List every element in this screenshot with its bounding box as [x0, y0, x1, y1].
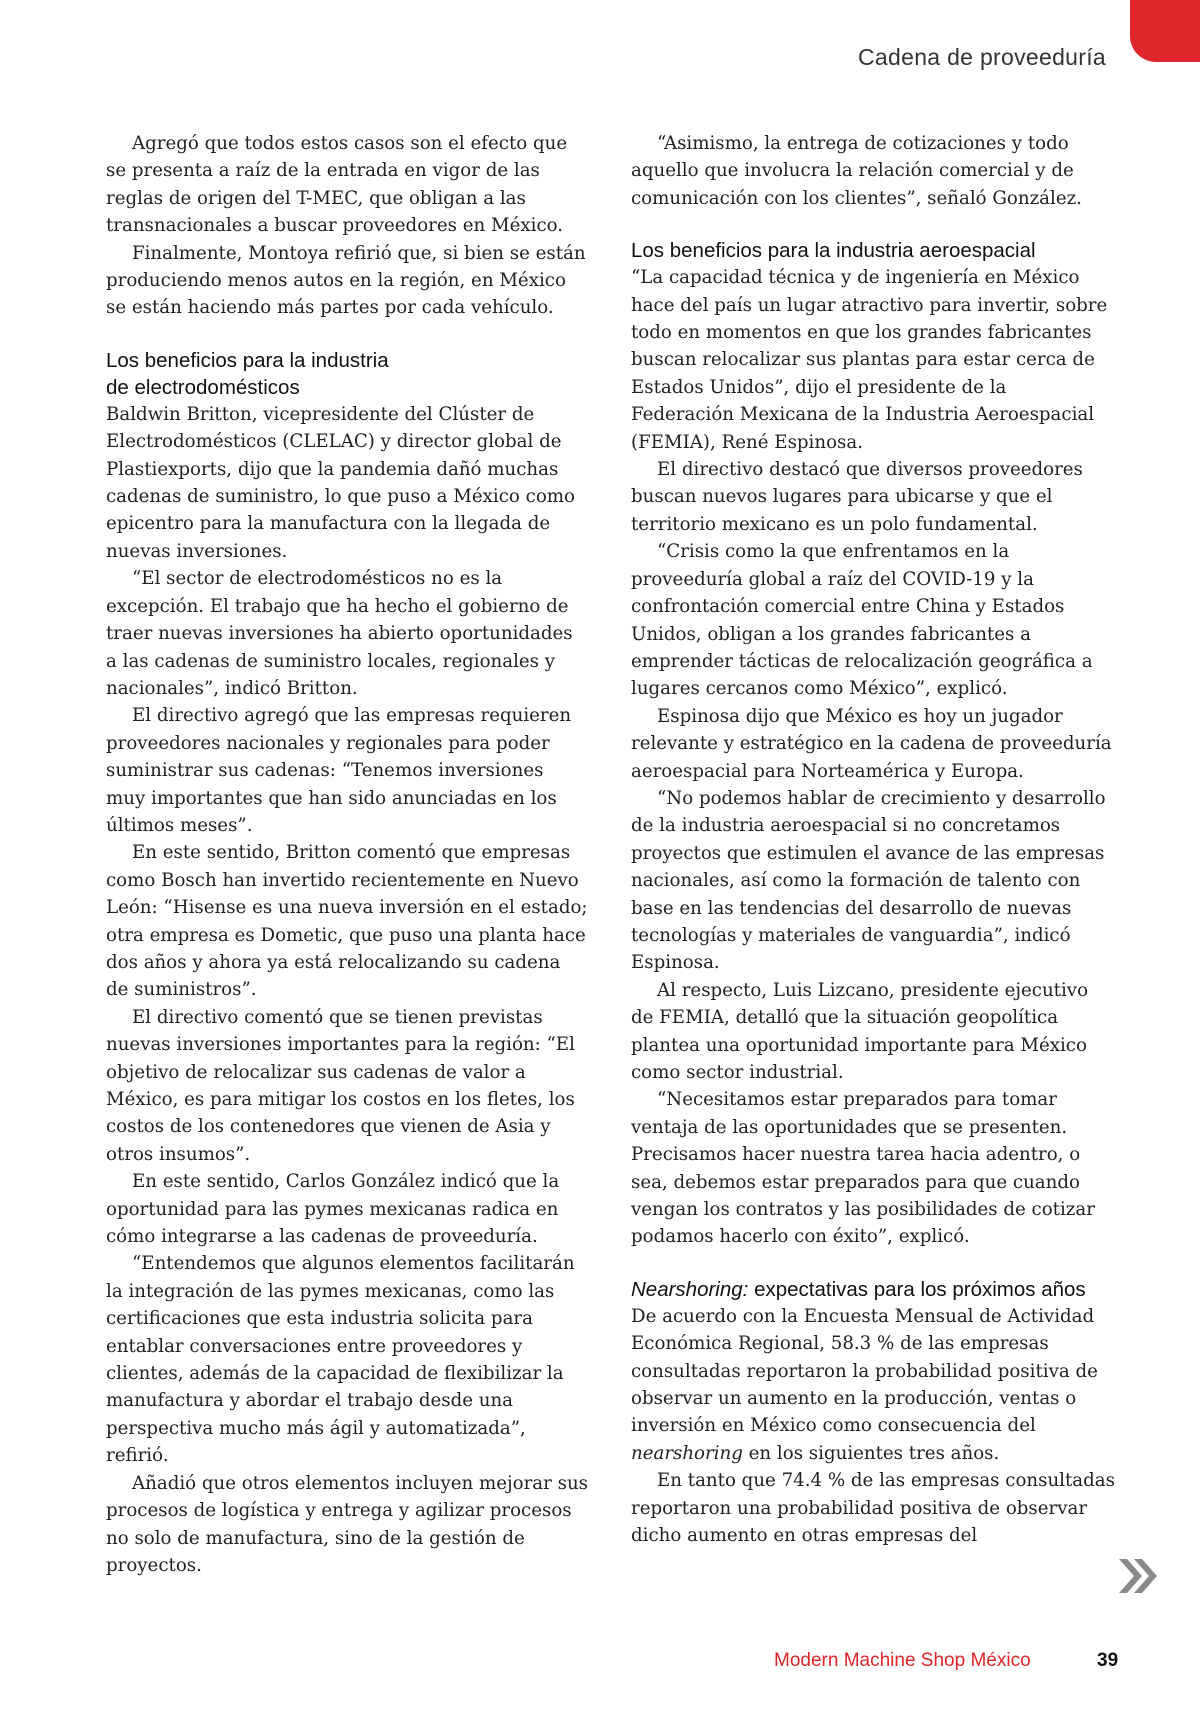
section-heading-nearshoring [631, 1276, 1115, 1303]
paragraph: El directivo comentó que se tienen previstas nuevas inversiones importantes para la región: “El objetivo de relocalizar sus cadenas de valor a México, es para mitigar los costos en los fletes, los costos de los contenedores que vienen de Asia y otros insumos”. [106, 1006, 575, 1165]
paragraph: “No podemos hablar de crecimiento y desarrollo de la industria aeroespacial si no concretamos proyectos que estimulen el avance de las empresas nacionales, así como la formación de talento con base en las tendencias del desarrollo de nuevas tecnologías y materiales de vanguardia”, indicó Espinosa. [631, 787, 1106, 974]
section-heading-electrodomesticos [106, 347, 588, 401]
paragraph: En tanto que 74.4 % de las empresas consultadas reportaron una probabilidad positiva de observar dicho aumento en otras empresas del [631, 1470, 1115, 1547]
paragraph-text: De acuerdo con la Encuesta Mensual de Actividad Económica Regional, 58.3 % de las empresas consultadas reportaron la probabilidad positiva de observar un aumento en la producción, ventas o inversión en México como consecuencia del [631, 1305, 1098, 1437]
heading-line: Los beneficios para la industria [106, 348, 389, 372]
paragraph: Baldwin Britton, vicepresidente del Clúster de Electrodomésticos (CLELAC) y director global de Plastiexports, dijo que la pandemia dañó muchas cadenas de suministro, lo que puso a México como epicentro para la manufactura con la llegada de nuevas inversiones. [106, 403, 575, 562]
paragraph: “Crisis como la que enfrentamos en la proveeduría global a raíz del COVID-19 y la confrontación comercial entre China y Estados Unidos, obligan a los grandes fabricantes a emprender tácticas de relocalización geográfica a lugares cercanos como México”, explicó. [631, 541, 1093, 700]
paragraph: El directivo destacó que diversos proveedores buscan nuevos lugares para ubicarse y que el territorio mexicano es un polo fundamental. [631, 459, 1083, 535]
paragraph: “La capacidad técnica y de ingeniería en México hace del país un lugar atractivo para invertir, sobre todo en momentos en que los grandes fabricantes buscan relocalizar sus plantas para estar cerca de Estados Unidos”, dijo el presidente de la Federación Mexicana de la Industria Aeroespacial (FEMIA), René Espinosa. [631, 267, 1108, 453]
paragraph: “Necesitamos estar preparados para tomar ventaja de las oportunidades que se presenten. Precisamos hacer nuestra tarea hacia adentro, o sea, debemos estar preparados para que cuando vengan los contratos y las posibilidades de cotizar podamos hacerlo con éxito”, explicó. [631, 1089, 1095, 1248]
paragraph: “El sector de electrodomésticos no es la excepción. El trabajo que ha hecho el gobierno de traer nuevas inversiones ha abierto oportunidades a las cadenas de suministro locales, regionales y nacionales”, indicó Britton. [106, 568, 573, 699]
paragraph: “Asimismo, la entrega de cotizaciones y todo aquello que involucra la relación comercial y de comunicación con los clientes”, señaló González. [631, 133, 1082, 209]
paragraph: En este sentido, Britton comentó que empresas como Bosch han invertido recientemente en Nuevo León: “Hisense es una nueva inversión en el estado; otra empresa es Dometic, que puso una planta hace dos años y ahora ya está relocalizando su cadena de suministros”. [106, 842, 588, 1001]
paragraph: Espinosa dijo que México es hoy un jugador relevante y estratégico en la cadena de proveeduría aeroespacial para Norteamérica y Europa. [631, 705, 1112, 782]
page-number: 39 [1097, 1650, 1119, 1671]
italic-term: nearshoring [631, 1442, 743, 1464]
paragraph-text: en los siguientes tres años. [742, 1442, 1000, 1464]
publication-name: Modern Machine Shop México [774, 1650, 1031, 1671]
double-chevron-right-icon[interactable] [1116, 1556, 1160, 1596]
section-title: Cadena de proveeduría [858, 44, 1106, 70]
paragraph: En este sentido, Carlos González indicó que la oportunidad para las pymes mexicanas radica en cómo integrarse a las cadenas de proveeduría. [106, 1171, 560, 1248]
heading-text: expectativas para los próximos años [748, 1277, 1086, 1301]
paragraph [631, 1303, 1115, 1467]
paragraph: Al respecto, Luis Lizcano, presidente ejecutivo de FEMIA, detalló que la situación geopolítica plantea una oportunidad importante para México como sector industrial. [631, 979, 1089, 1083]
left-column [106, 130, 588, 1579]
paragraph: Añadió que otros elementos incluyen mejorar sus procesos de logística y entrega y agilizar procesos no solo de manufactura, sino de la gestión de proyectos. [106, 1472, 589, 1576]
paragraph: “Entendemos que algunos elementos facilitarán la integración de las pymes mexicanas, como las certificaciones que esta industria solicita para entablar conversaciones entre proveedores y clientes, además de la capacidad de flexibilizar la manufactura y abordar el trabajo desde una perspectiva mucho más ágil y automatizada”, refirió. [106, 1253, 575, 1467]
paragraph: Agregó que todos estos casos son el efecto que se presenta a raíz de la entrada en vigor de las reglas de origen del T-MEC, que obligan a las transnacionales a buscar proveedores en México. [106, 133, 568, 237]
section-color-tab [1130, 0, 1200, 62]
paragraph: El directivo agregó que las empresas requieren proveedores nacionales y regionales para poder suministrar sus cadenas: “Tenemos inversiones muy importantes que han sido anunciadas en los últimos meses”. [106, 705, 572, 836]
heading-italic-term: Nearshoring: [631, 1277, 749, 1301]
paragraph: Finalmente, Montoya refirió que, si bien se están produciendo menos autos en la región, en México se están haciendo más partes por cada vehículo. [106, 242, 586, 319]
right-column [631, 130, 1115, 1550]
heading-line: de electrodomésticos [106, 375, 300, 399]
section-heading-aeroespacial: Los beneficios para la industria aeroespacial [631, 239, 1036, 263]
